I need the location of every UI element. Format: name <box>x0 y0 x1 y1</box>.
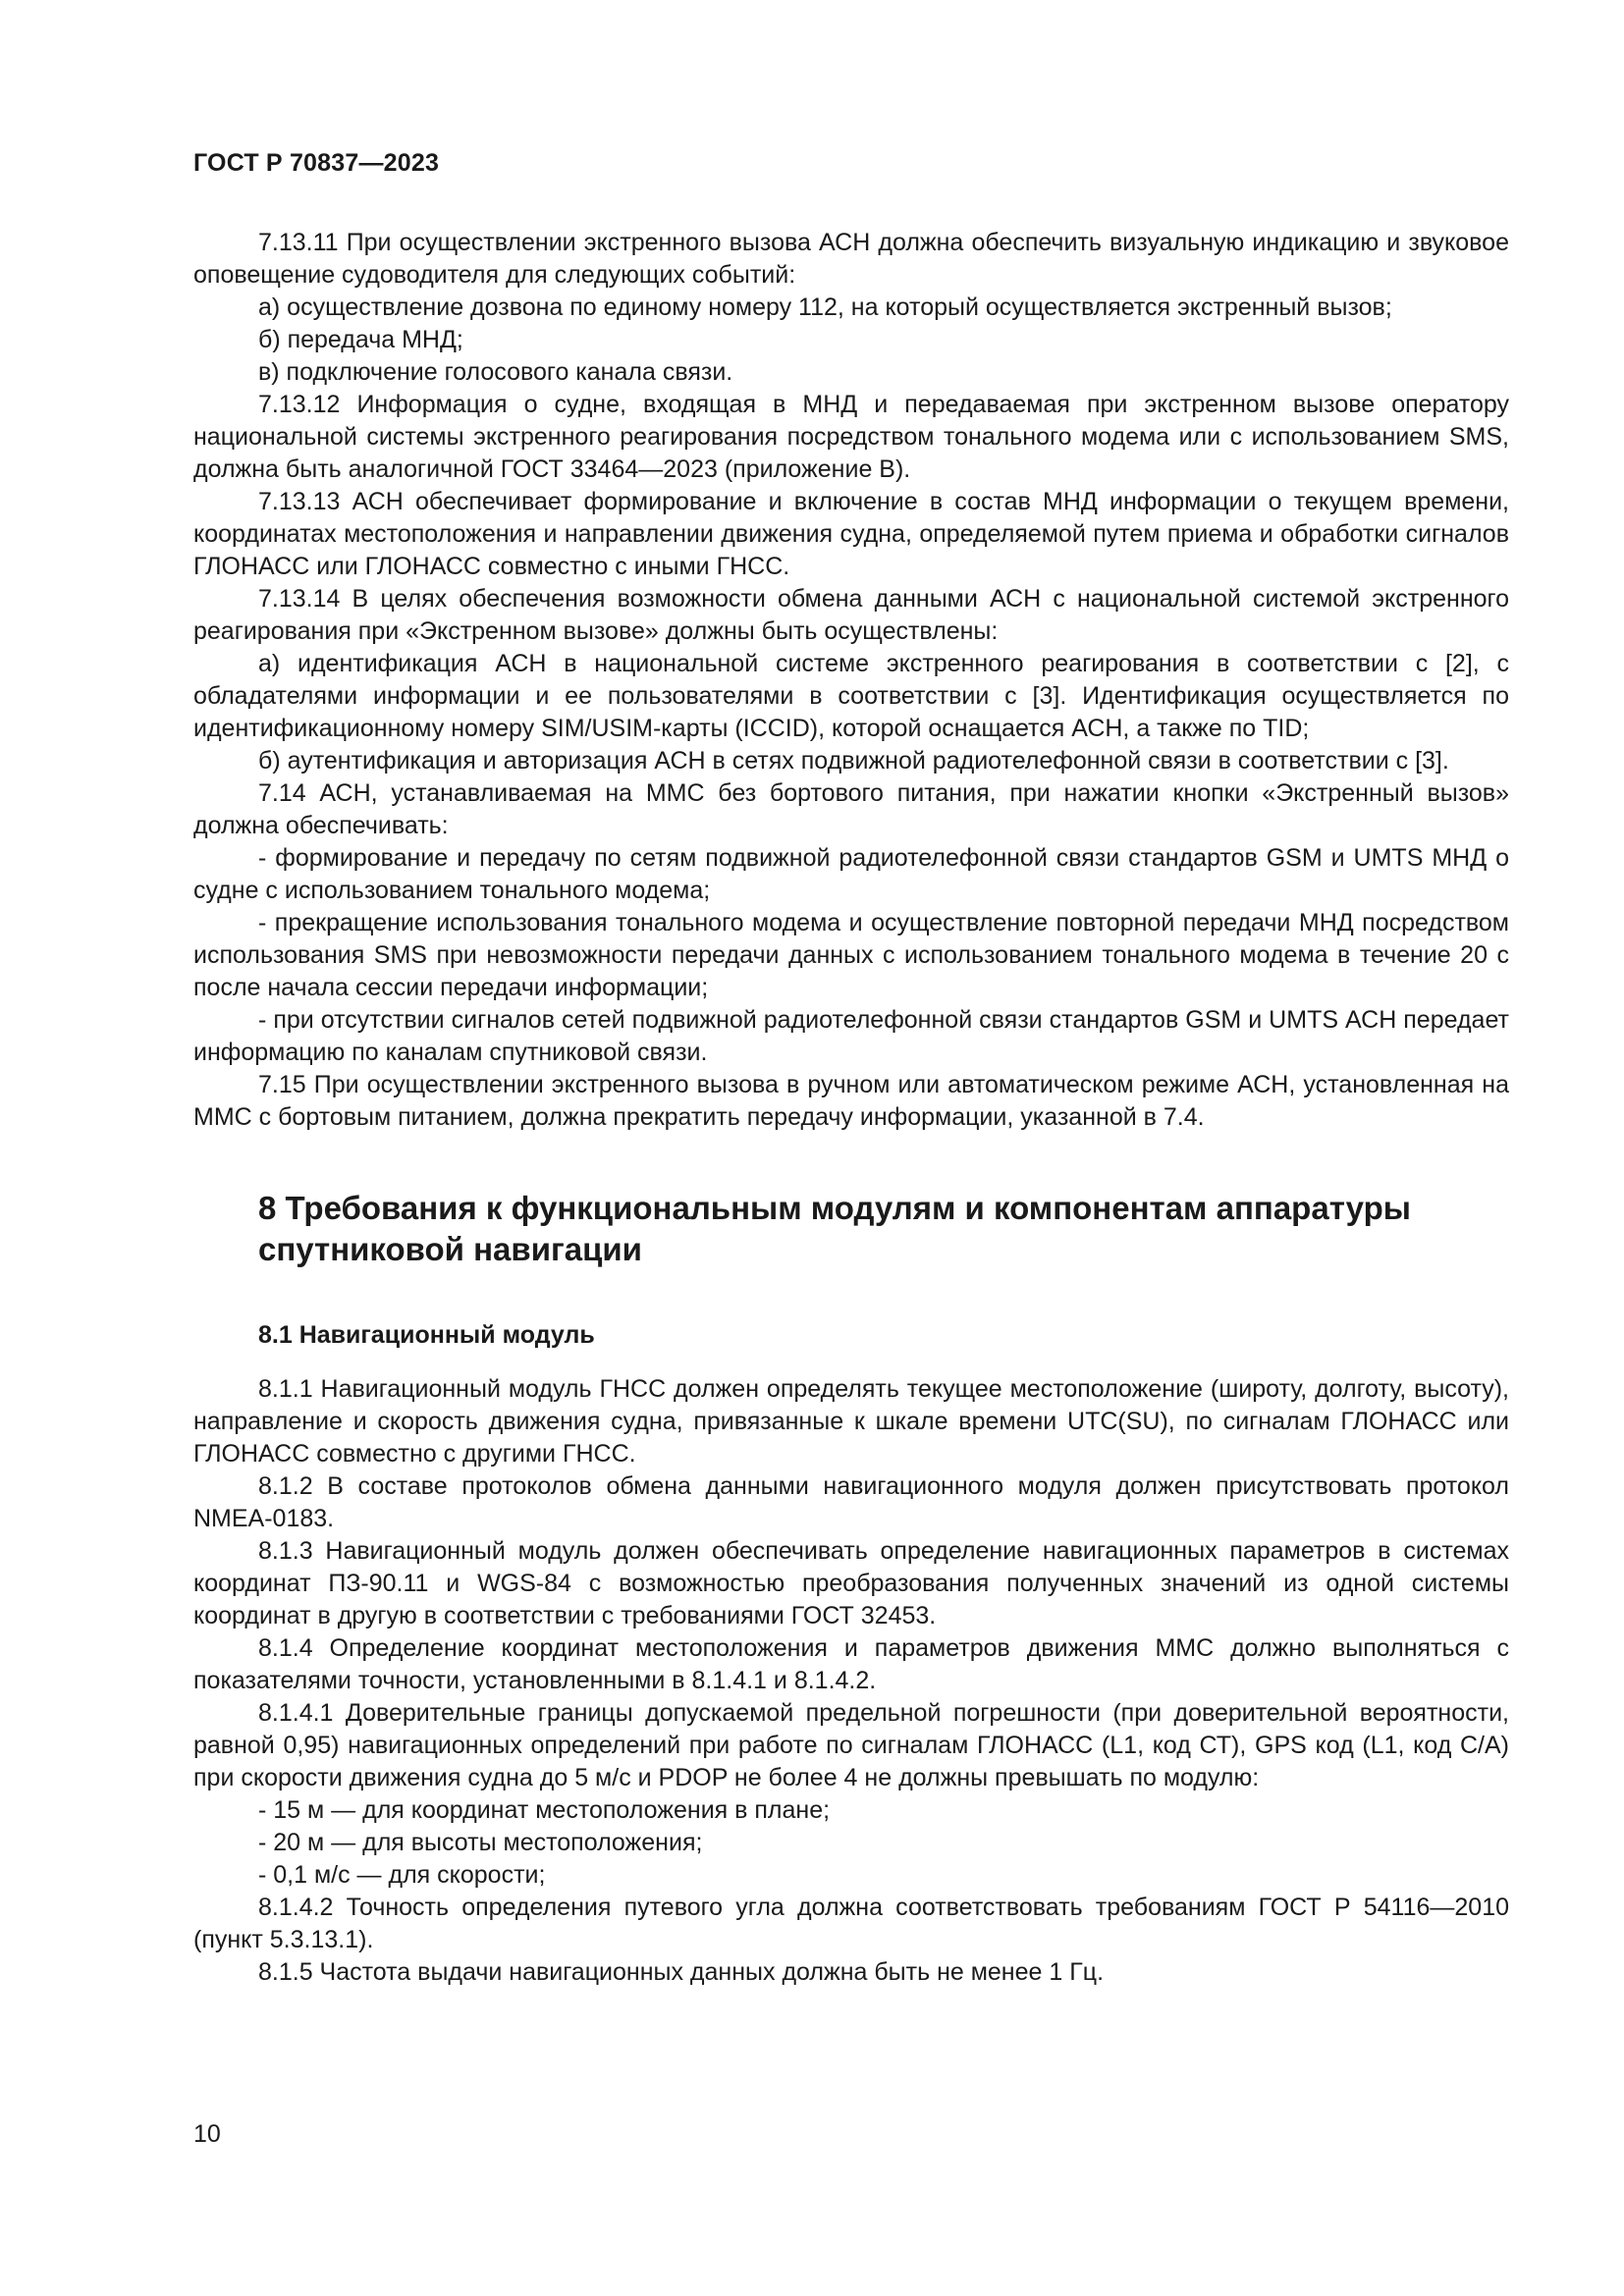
subsection-title: 8.1 Навигационный модуль <box>258 1321 595 1349</box>
list-item: - 15 м — для координат местоположения в плане; <box>258 1796 831 1824</box>
paragraph: 8.1.4.2 Точность определения путевого угла должна соответствовать требованиям ГОСТ Р 54116—2010 (пункт 5.3.13.1). <box>193 1894 1509 1953</box>
paragraph: б) аутентификация и авторизация АСН в сетях подвижной радиотелефонной связи в соответствии с [3]. <box>258 747 1449 774</box>
paragraph: 8.1.3 Навигационный модуль должен обеспечивать определение навигационных параметров в системах координат ПЗ-90.11 и WGS-84 с возможностью преобразования полученных значений из одной системы координат в другую в соответствии с требованиями ГОСТ 32453. <box>193 1537 1509 1629</box>
paragraph: 7.15 При осуществлении экстренного вызова в ручном или автоматическом режиме АСН, установленная на ММС с бортовым питанием, должна прекратить передачу информации, указанной в 7.4. <box>193 1071 1509 1131</box>
list-item: - 20 м — для высоты местоположения; <box>258 1829 703 1856</box>
paragraph: 8.1.4.1 Доверительные границы допускаемой предельной погрешности (при доверительной вероятности, равной 0,95) навигационных определений при работе по сигналам ГЛОНАСС (L1, код СТ), GPS код (L1, код С/А) при скорости движения судна до 5 м/с и PDOP не более 4 не должны превышать по модулю: <box>193 1699 1509 1791</box>
paragraph: 8.1.4 Определение координат местоположения и параметров движения ММС должно выполняться с показателями точности, установленными в 8.1.4.1 и 8.1.4.2. <box>193 1634 1509 1694</box>
paragraph: 8.1.1 Навигационный модуль ГНСС должен определять текущее местоположение (широту, долготу, высоту), направление и скорость движения судна, привязанные к шкале времени UTC(SU), по сигналам ГЛОНАСС или ГЛОНАСС совместно с другими ГНСС. <box>193 1375 1509 1468</box>
paragraphs-block-2 <box>193 1373 1509 1989</box>
list-item: - 0,1 м/с — для скорости; <box>258 1861 546 1889</box>
paragraph: 7.13.13 АСН обеспечивает формирование и включение в состав МНД информации о текущем времени, координатах местоположения и направлении движения судна, определяемой путем приема и обработки сигналов ГЛОНАСС или ГЛОНАСС совместно с иными ГНСС. <box>193 488 1509 580</box>
paragraph: 8.1.2 В составе протоколов обмена данными навигационного модуля должен присутствовать протокол NMEA-0183. <box>193 1472 1509 1532</box>
paragraph: 7.13.12 Информация о судне, входящая в МНД и передаваемая при экстренном вызове оператору национальной системы экстренного реагирования посредством тонального модема или с использованием SMS, должна быть аналогичной ГОСТ 33464—2023 (приложение В). <box>193 391 1509 483</box>
list-item: б) передача МНД; <box>258 326 463 353</box>
document-header: ГОСТ Р 70837—2023 <box>193 149 440 177</box>
paragraph: 7.13.14 В целях обеспечения возможности обмена данными АСН с национальной системой экстренного реагирования при «Экстренном вызове» должны быть осуществлены: <box>193 585 1509 645</box>
paragraphs-block-1 <box>193 227 1509 1134</box>
list-item: а) осуществление дозвона по единому номеру 112, на который осуществляется экстренный вызов; <box>258 294 1392 321</box>
paragraph: - формирование и передачу по сетям подвижной радиотелефонной связи стандартов GSM и UMTS МНД о судне с использованием тонального модема; <box>193 844 1509 904</box>
paragraph: - прекращение использования тонального модема и осуществление повторной передачи МНД посредством использования SMS при невозможности передачи данных с использованием тонального модема в течение 20 с после начала сессии передачи информации; <box>193 909 1509 1001</box>
page-content <box>193 227 1509 1989</box>
paragraph: 7.13.11 При осуществлении экстренного вызова АСН должна обеспечить визуальную индикацию и звуковое оповещение судоводителя для следующих событий: <box>193 229 1509 289</box>
list-item: в) подключение голосового канала связи. <box>258 358 733 386</box>
paragraph: а) идентификация АСН в национальной системе экстренного реагирования в соответствии с [2], с обладателями информации и ее пользователями в соответствии с [3]. Идентификация осуществляется по идентификационному номеру SIM/USIM-карты (ICCID), которой оснащается АСН, а также по TID; <box>193 650 1509 742</box>
section-title: 8 Требования к функциональным модулям и компонентам аппаратуры спутниковой навигации <box>258 1190 1411 1267</box>
paragraph: 7.14 АСН, устанавливаемая на ММС без бортового питания, при нажатии кнопки «Экстренный вызов» должна обеспечивать: <box>193 779 1509 839</box>
paragraph: - при отсутствии сигналов сетей подвижной радиотелефонной связи стандартов GSM и UMTS АСН передает информацию по каналам спутниковой связи. <box>193 1006 1509 1066</box>
page-number: 10 <box>193 2120 221 2148</box>
paragraph: 8.1.5 Частота выдачи навигационных данных должна быть не менее 1 Гц. <box>258 1958 1105 1986</box>
